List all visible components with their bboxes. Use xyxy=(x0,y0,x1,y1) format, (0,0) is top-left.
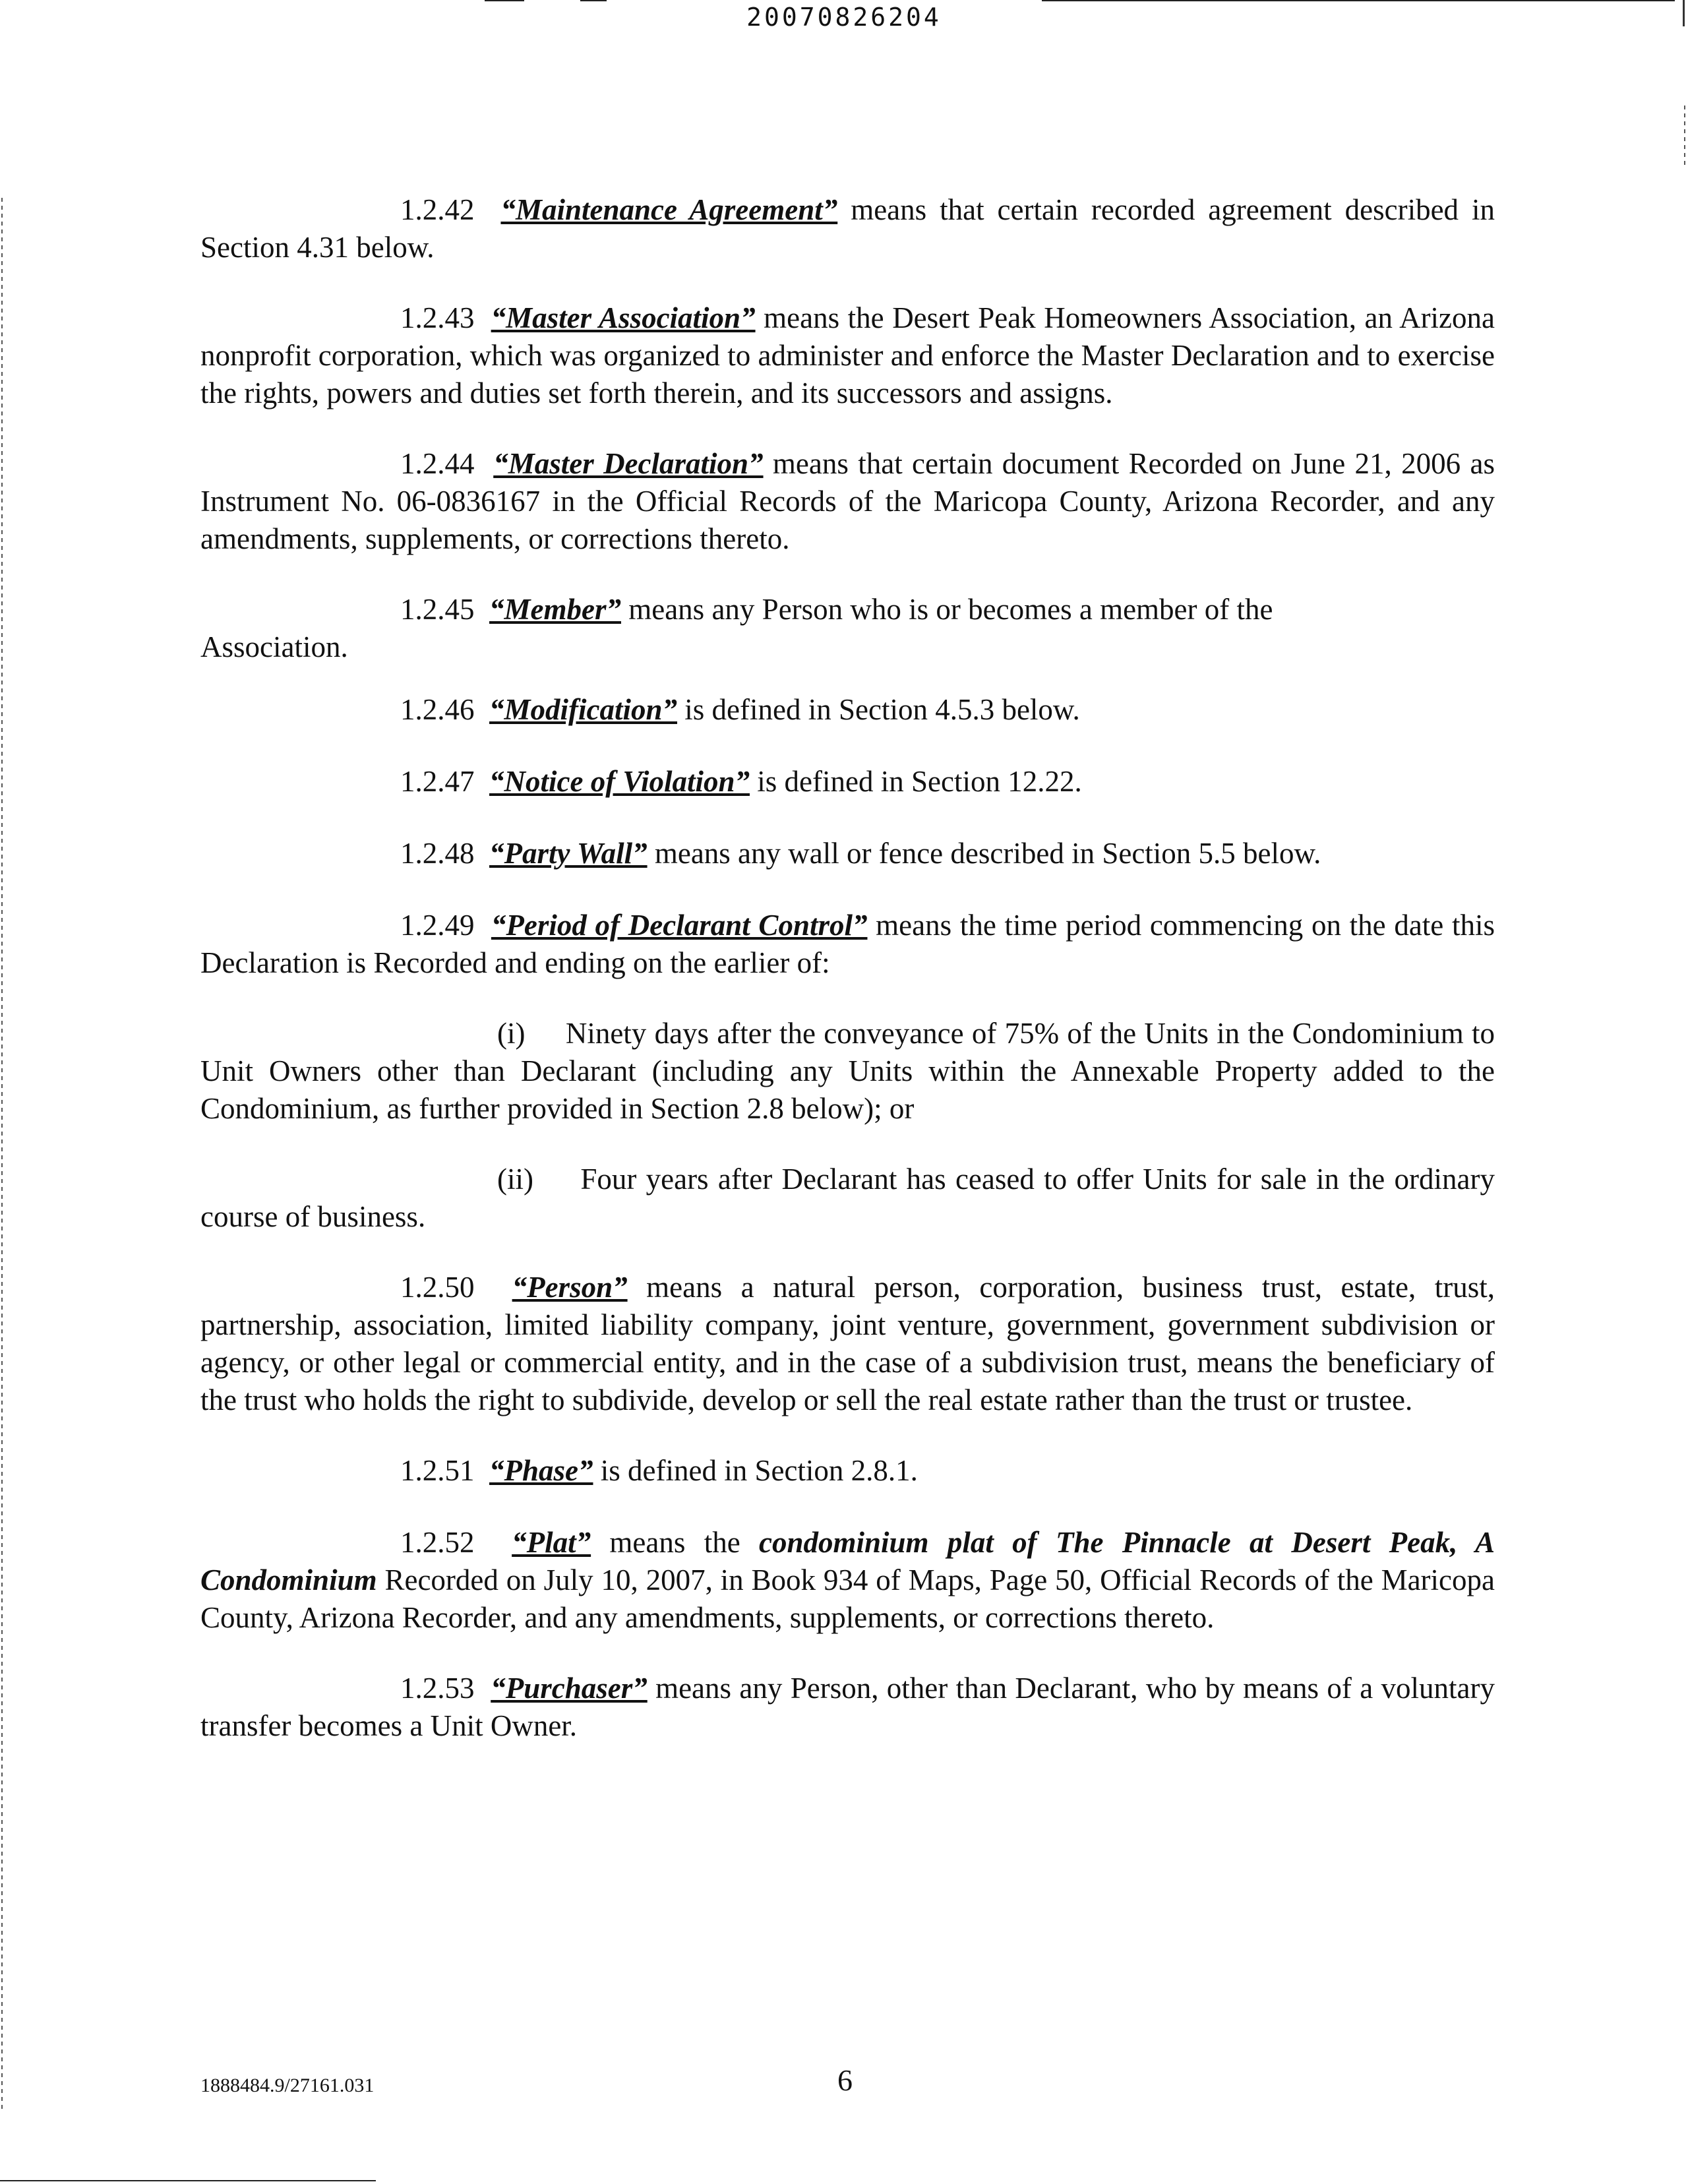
section-1-2-50: 1.2.50 “Person” means a natural person, corporation, business trust, estate, trust, partnership, association, limited liability company, joint venture, government, government subdivision or agency, or other legal or commercial entity, and in the case of a subdivision trust, means the beneficiary of the trust who holds the right to subdivide, develop or sell the real estate rather than the trust or trustee. xyxy=(200,1271,1495,1416)
section-1-2-52: 1.2.52 “Plat” means the condominium plat of The Pinnacle at Desert Peak, A Condominium Recorded on July 10, 2007, in Book 934 of Maps, Page 50, Official Records of the Maricopa County, Arizona Recorder, and any amendments, supplements, or corrections thereto. xyxy=(200,1526,1495,1634)
page-number: 6 xyxy=(837,2063,853,2097)
top-scan-line-mid xyxy=(580,0,607,1)
subsection-ii: (ii) Four years after Declarant has ceased to offer Units for sale in the ordinary course of business. xyxy=(200,1163,1495,1233)
document-number: 20070826204 xyxy=(746,3,942,32)
defined-term: “Plat” xyxy=(512,1526,591,1559)
section-1-2-46: 1.2.46 “Modification” is defined in Section 4.5.3 below. xyxy=(400,693,1080,726)
defined-term: “Purchaser” xyxy=(491,1672,648,1705)
defined-term: “Notice of Violation” xyxy=(489,765,750,798)
footer-document-code: 1888484.9/27161.031 xyxy=(200,2075,375,2096)
defined-term: “Modification” xyxy=(489,693,678,726)
section-1-2-53: 1.2.53 “Purchaser” means any Person, other than Declarant, who by means of a voluntary transfer becomes a Unit Owner. xyxy=(200,1672,1495,1742)
right-edge-artifact-lower xyxy=(1684,106,1685,165)
defined-term: “Master Association” xyxy=(491,301,756,334)
top-scan-line-left xyxy=(485,0,524,1)
defined-term: “Phase” xyxy=(489,1454,593,1487)
document-body xyxy=(200,191,1495,1778)
section-1-2-48: 1.2.48 “Party Wall” means any wall or fence described in Section 5.5 below. xyxy=(400,837,1321,870)
defined-term: “Maintenance Agreement” xyxy=(500,193,838,226)
section-1-2-43: 1.2.43 “Master Association” means the Desert Peak Homeowners Association, an Arizona nonprofit corporation, which was organized to administer and enforce the Master Declaration and to exercise the rights, powers and duties set forth therein, and its successors and assigns. xyxy=(200,301,1495,410)
section-1-2-51: 1.2.51 “Phase” is defined in Section 2.8.1. xyxy=(400,1454,918,1487)
defined-term: “Member” xyxy=(489,593,621,626)
section-1-2-45-continuation: Association. xyxy=(200,630,348,663)
left-edge-artifact xyxy=(1,198,3,2110)
section-1-2-42: 1.2.42 “Maintenance Agreement” means that certain recorded agreement described in Section 4.31 below. xyxy=(200,193,1495,264)
defined-term: “Person” xyxy=(512,1271,628,1304)
section-1-2-44: 1.2.44 “Master Declaration” means that certain document Recorded on June 21, 2006 as Instrument No. 06-0836167 in the Official Records of the Maricopa County, Arizona Recorder, and any amendments, supplements, or corrections thereto. xyxy=(200,447,1495,555)
defined-term: “Period of Declarant Control” xyxy=(491,909,868,942)
section-1-2-47: 1.2.47 “Notice of Violation” is defined in Section 12.22. xyxy=(400,765,1082,798)
plat-title: condominium plat of The Pinnacle at Desert Peak, A Condominium xyxy=(200,1526,1495,1596)
top-scan-line-right xyxy=(1042,0,1675,1)
section-1-2-45: 1.2.45 “Member” means any Person who is or becomes a member of the Association. xyxy=(200,591,1495,666)
bottom-scan-line xyxy=(0,2180,376,2181)
defined-term: “Party Wall” xyxy=(489,837,648,870)
section-1-2-49: 1.2.49 “Period of Declarant Control” means the time period commencing on the date this Declaration is Recorded and ending on the earlier of: xyxy=(200,909,1495,979)
defined-term: “Master Declaration” xyxy=(493,447,764,480)
subsection-i: (i) Ninety days after the conveyance of 75% of the Units in the Condominium to Unit Owners other than Declarant (including any Units within the Annexable Property added to the Condominium, as further provided in Section 2.8 below); or xyxy=(200,1017,1495,1125)
